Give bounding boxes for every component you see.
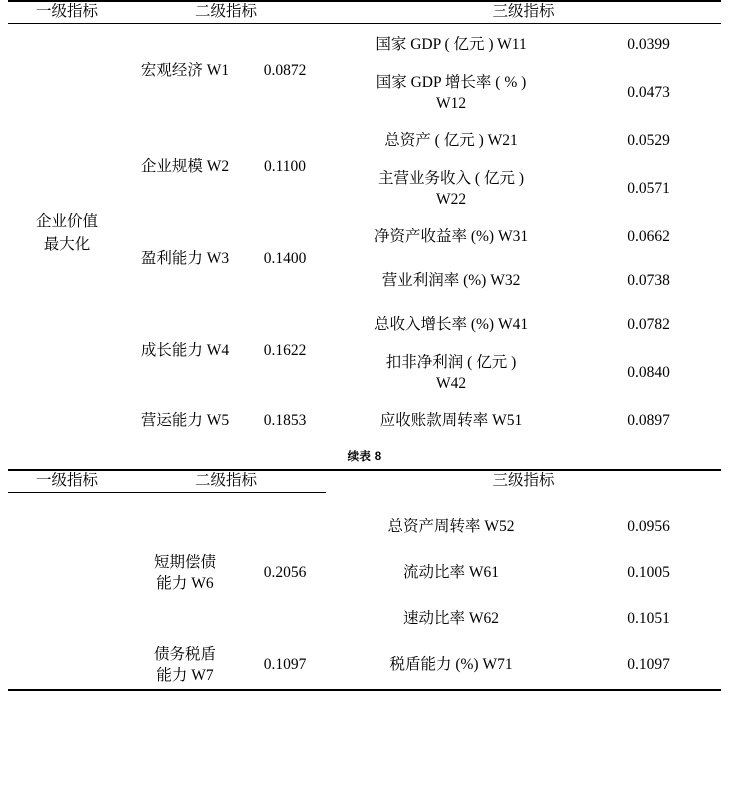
level1-label-empty: [8, 643, 126, 690]
level2-weight: 0.0872: [244, 23, 326, 120]
level2-label: [126, 505, 244, 643]
level3-weight: 0.0840: [627, 364, 670, 382]
indicator-table-part2: [8, 469, 721, 691]
level3-label: [326, 164, 576, 216]
table1-header-row: [8, 1, 721, 23]
spacer-cell: [244, 492, 326, 505]
level2-weight: 0.1853: [263, 412, 307, 430]
level3-label: [326, 348, 576, 400]
level3-label-line2: W22: [435, 190, 467, 208]
bottom-rule-cell: [244, 690, 326, 691]
level2-label: 宏观经济 W1: [126, 23, 244, 120]
spacer-cell: [126, 492, 244, 505]
header-level1: 一级指标: [8, 470, 126, 492]
level3-weight: 0.0662: [627, 228, 670, 246]
header-level2: 二级指标: [126, 1, 326, 23]
indicator-table-part1: [8, 0, 721, 444]
level2-label: [126, 643, 244, 690]
level2-label-line2: 能力 W7: [156, 666, 214, 684]
level1-label: [8, 23, 126, 444]
level2-label: 企业规模 W2: [140, 158, 230, 176]
level3-weight: 0.0529: [627, 132, 670, 150]
level3-label: 总资产 ( 亿元 ) W21: [384, 132, 518, 150]
level1-label-line2: 最大化: [43, 235, 91, 253]
level3-weight: 0.1005: [627, 564, 670, 582]
level3-weight: 0.1097: [627, 656, 670, 674]
level3-label-line2: W12: [435, 94, 467, 112]
level3-label: 总收入增长率 (%) W41: [373, 316, 529, 334]
level3-label-line2: W42: [435, 374, 467, 392]
header-level3: 三级指标: [326, 470, 721, 492]
bottom-rule-cell: [8, 690, 126, 691]
table-row: [8, 23, 721, 68]
bottom-rule-cell: [126, 690, 244, 691]
level3-label-line1: 国家 GDP 增长率 ( % ): [375, 74, 527, 91]
level1-label-line1: 企业价值: [35, 213, 98, 231]
spacer-cell: [8, 492, 126, 505]
level3-label: 速动比率 W62: [403, 610, 500, 628]
level2-label: 盈利能力 W3: [140, 250, 230, 268]
level2-label-line2: 能力 W6: [156, 574, 214, 592]
table-bottom-rule-row: [8, 690, 721, 691]
header-level2: 二级指标: [126, 470, 326, 492]
level2-weight: 0.1400: [263, 250, 307, 268]
level3-label: [326, 68, 576, 120]
level2-weight: 0.1100: [263, 158, 307, 176]
level3-label: 应收账款周转率 W51: [379, 412, 523, 430]
level3-label: 总资产周转率 W52: [387, 518, 515, 536]
level1-label-empty: [8, 505, 126, 643]
level2-label-line1: 短期偿债: [153, 553, 216, 571]
level3-weight: 0.0399: [576, 23, 721, 68]
level2-label: 成长能力 W4: [140, 342, 230, 360]
continuation-note: 续表 8: [347, 450, 382, 463]
level3-label-line1: 主营业务收入 ( 亿元 ): [378, 170, 524, 187]
spacer-row: [8, 492, 721, 505]
header-level3: 三级指标: [326, 1, 721, 23]
spacer-cell: [326, 492, 576, 505]
level3-label: 国家 GDP ( 亿元 ) W11: [326, 23, 576, 68]
level3-weight: 0.0738: [627, 272, 670, 290]
level3-weight: 0.0571: [627, 180, 670, 198]
level2-weight: 0.1622: [263, 342, 307, 360]
level3-weight: 0.0473: [627, 84, 670, 102]
table-row: [8, 505, 721, 551]
table2-header-row: [8, 470, 721, 492]
level2-weight: 0.1097: [263, 656, 307, 674]
level3-label: 营业利润率 (%) W32: [381, 272, 521, 290]
table-row: [8, 643, 721, 690]
level2-weight: 0.2056: [263, 564, 307, 582]
level3-label: 税盾能力 (%) W71: [389, 656, 513, 674]
level3-label: 流动比率 W61: [403, 564, 500, 582]
level3-label-line1: 扣非净利润 ( 亿元 ): [385, 354, 517, 371]
level3-weight: 0.0782: [627, 316, 670, 334]
level3-label: 净资产收益率 (%) W31: [373, 228, 529, 246]
bottom-rule-cell: [576, 690, 721, 691]
level3-weight: 0.1051: [627, 610, 670, 628]
level2-label-line1: 债务税盾: [153, 645, 216, 663]
spacer-cell: [576, 492, 721, 505]
level3-weight: 0.0897: [627, 412, 670, 430]
header-level1: 一级指标: [8, 1, 126, 23]
bottom-rule-cell: [326, 690, 576, 691]
level2-label: 营运能力 W5: [140, 412, 230, 430]
level3-weight: 0.0956: [627, 518, 670, 536]
